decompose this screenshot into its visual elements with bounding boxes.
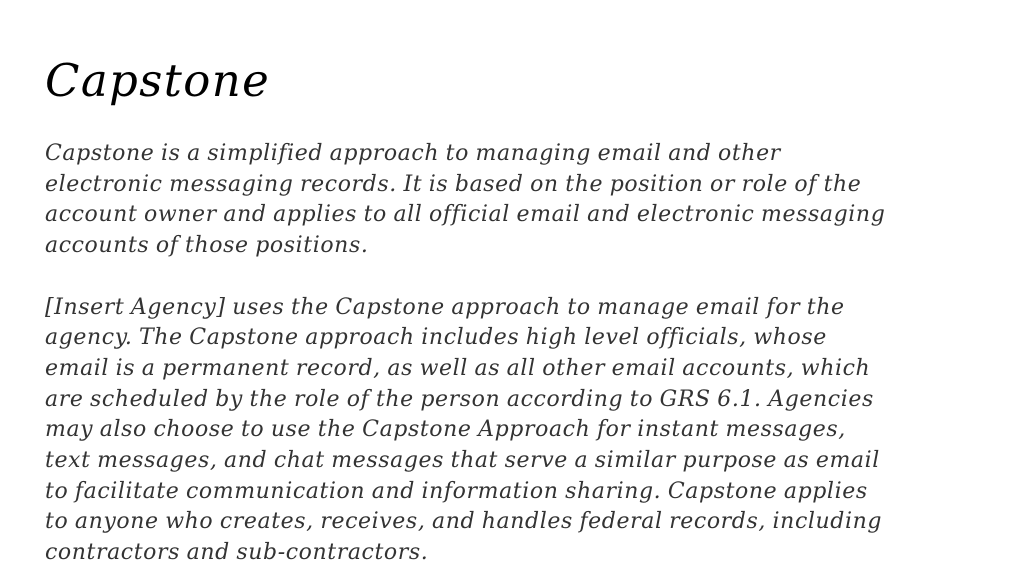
text-line: contractors and sub-contractors. [45,540,429,566]
paragraph-capstone-definition [45,139,1005,262]
text-line: [Insert Agency] uses the Capstone approach to manage email for the [45,294,845,320]
text-line: accounts of those positions. [45,233,369,259]
text-line: Capstone is a simplified approach to managing email and other [45,141,781,166]
text-line: account owner and applies to all official email and electronic messaging [45,202,886,228]
text-line: agency. The Capstone approach includes high level officials, whose [45,325,827,351]
text-line: may also choose to use the Capstone Approach for instant messages, [45,417,846,443]
text-line: email is a permanent record, as well as all other email accounts, which [45,355,871,381]
slide-body [45,139,1005,569]
paragraph-agency-usage [45,293,1005,569]
text-line: to facilitate communication and information sharing. Capstone applies [45,478,868,504]
text-line: to anyone who creates, receives, and handles federal records, including [45,509,883,535]
text-line: are scheduled by the role of the person according to GRS 6.1. Agencies [45,386,874,412]
slide-title: Capstone [45,54,271,107]
paragraph-spacer [45,262,1005,293]
text-line: electronic messaging records. It is based on the position or role of the [45,171,862,197]
text-line: text messages, and chat messages that serve a similar purpose as email [45,448,880,474]
